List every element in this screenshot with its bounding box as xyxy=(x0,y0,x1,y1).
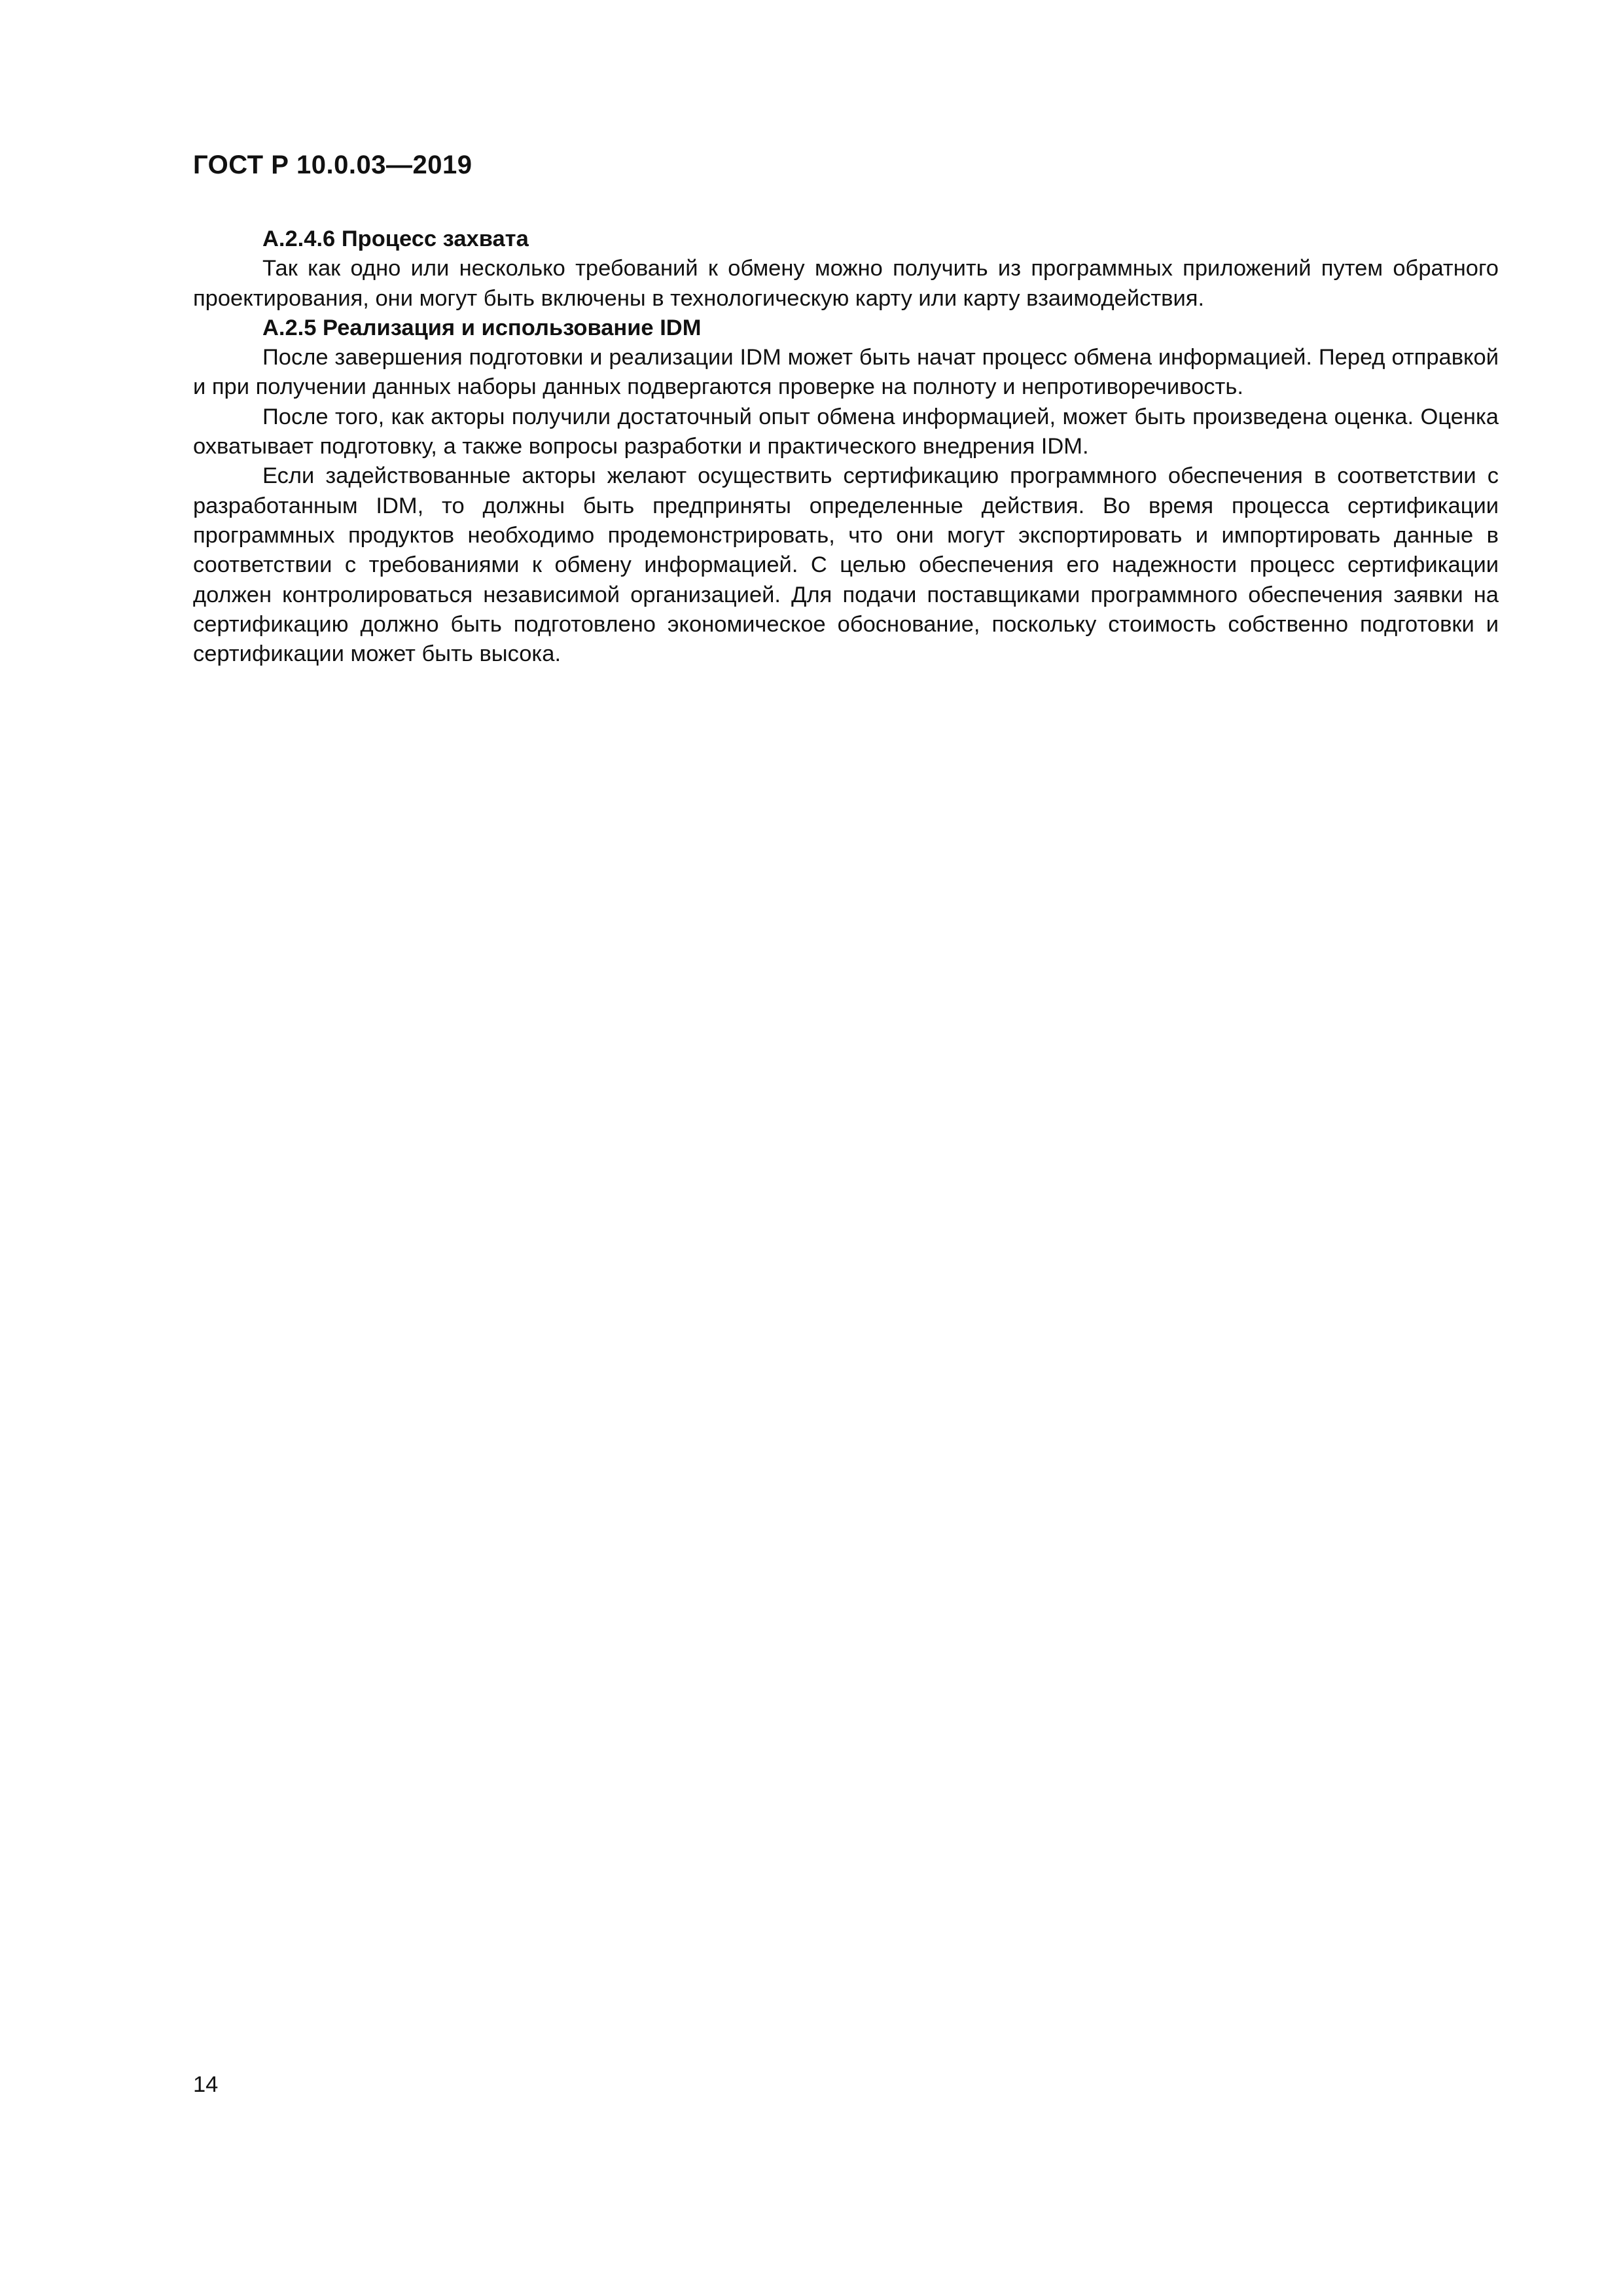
document-body xyxy=(193,224,1499,669)
page-number: 14 xyxy=(193,2072,219,2097)
paragraph-capture-process: Так как одно или несколько требований к обмену можно получить из программных приложений путем обратного проектирования, они могут быть включены в технологическую карту или карту взаимодействия. xyxy=(193,256,1499,311)
paragraph-idm-certification: Если задействованные акторы желают осуществить сертификацию программного обеспечения в соответствии с разработанным IDM, то должны быть предприняты определенные действия. Во время процесса сертификации программных продуктов необходимо продемонстрировать, что они могут экспортировать и импортировать данные в соответствии с требованиями к обмену информацией. С целью обеспечения его надежности процесс сертификации должен контролироваться независимой организацией. Для подачи поставщиками программного обеспечения заявки на сертификацию должно быть подготовлено экономическое обоснование, поскольку стоимость собственно подготовки и сертификации может быть высока. xyxy=(193,463,1499,667)
document-code-header: ГОСТ Р 10.0.03—2019 xyxy=(193,151,473,179)
section-heading-capture-process: А.2.4.6 Процесс захвата xyxy=(262,226,529,251)
paragraph-idm-exchange-start: После завершения подготовки и реализации IDM может быть начат процесс обмена информацией. Перед отправкой и при получении данных наборы данных подвергаются проверке на полноту и непротиворечивость. xyxy=(193,345,1499,400)
section-heading-idm-implementation: А.2.5 Реализация и использование IDM xyxy=(262,315,702,340)
paragraph-idm-evaluation: После того, как акторы получили достаточный опыт обмена информацией, может быть произведена оценка. Оценка охватывает подготовку, а также вопросы разработки и практического внедрения IDM. xyxy=(193,404,1499,459)
